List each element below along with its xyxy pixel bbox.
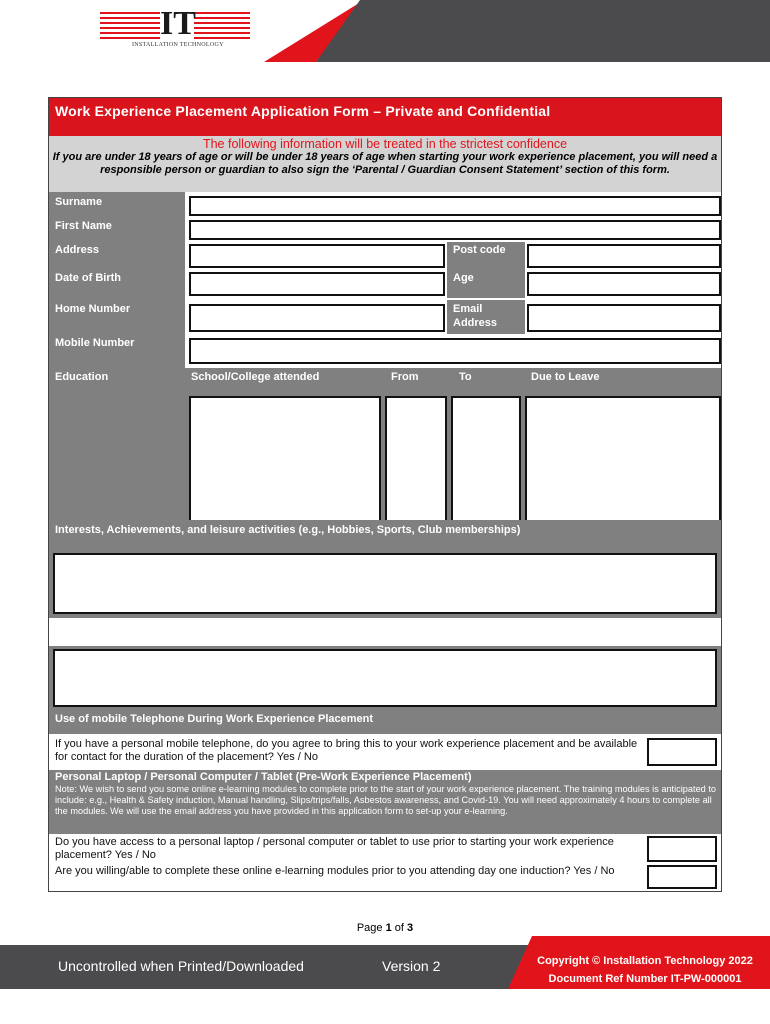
header-dark-band — [316, 0, 770, 62]
mobile-question: If you have a personal mobile telephone, do you agree to bring this to your work experience placement and be available for contact for the duration of the placement? Yes / No — [55, 738, 638, 763]
supplementary-field[interactable] — [53, 649, 717, 707]
home-number-field[interactable] — [189, 304, 445, 332]
interests-field[interactable] — [53, 553, 717, 614]
elearning-answer-field[interactable] — [647, 865, 717, 889]
education-col-to: To — [459, 371, 472, 383]
first-name-label: First Name — [55, 220, 112, 232]
logo-subtitle: INSTALLATION TECHNOLOGY — [132, 42, 224, 48]
form-title: Work Experience Placement Application Form – Private and Confidential — [49, 98, 721, 136]
age-field[interactable] — [527, 272, 721, 296]
age-label: Age — [453, 272, 474, 284]
education-label: Education — [55, 371, 109, 383]
laptop-question: Do you have access to a personal laptop / personal computer or tablet to use prior to starting your work experience placement? Yes / No — [55, 836, 614, 861]
due-to-leave-field[interactable] — [525, 396, 721, 523]
logo-mark: IT — [160, 5, 196, 42]
address-field[interactable] — [189, 244, 445, 268]
email-label-line2: Address — [453, 317, 498, 329]
from-field[interactable] — [385, 396, 447, 523]
label-column — [49, 192, 185, 527]
surname-field[interactable] — [189, 196, 721, 216]
uncontrolled-notice: Uncontrolled when Printed/Downloaded — [58, 958, 304, 974]
surname-label: Surname — [55, 196, 103, 208]
copyright-block — [522, 952, 768, 988]
document-ref: Document Ref Number IT-PW-000001 — [548, 973, 742, 985]
education-col-due: Due to Leave — [531, 371, 600, 383]
page-prefix: Page — [356, 922, 386, 934]
laptop-answer-field[interactable] — [647, 836, 717, 862]
mobile-answer-field[interactable] — [647, 738, 717, 766]
mobile-section-label: Use of mobile Telephone During Work Experience Placement — [55, 713, 374, 725]
laptop-section-label: Personal Laptop / Personal Computer / Tablet (Pre-Work Experience Placement) — [55, 771, 472, 783]
post-code-label: Post code — [453, 244, 506, 256]
notice-text: If you are under 18 years of age or will be under 18 years of age when starting your work experience placement, you will need a responsible person or guardian to also sign the ‘Parental / Guardian Consent Statement’ section of this form. — [52, 151, 718, 176]
elearning-question: Are you willing/able to complete these online e-learning modules prior to you attending day one induction? Yes / No — [55, 865, 615, 877]
dob-field[interactable] — [189, 272, 445, 296]
address-label: Address — [55, 244, 100, 256]
application-form — [48, 97, 722, 892]
laptop-note: Note: We wish to send you some online e-learning modules to complete prior to the start of your work experience placement. The training modules is anticipated to include: e.g., Health & Safety induction, Manual handling, Slips/trips/falls, Asbestos awareness, and Covid-19. You will need approximately 4 hours to complete all the modules. We will use the email address you have provided in this application form to set-up your e-learning. — [55, 784, 716, 816]
email-field[interactable] — [527, 304, 721, 332]
company-logo — [100, 5, 250, 52]
page-number — [0, 922, 770, 934]
confidentiality-notice — [49, 136, 721, 192]
page-total: 3 — [407, 922, 414, 934]
page-of: of — [391, 922, 408, 934]
supplementary-label: Supplementary Information (any information that will be useful to us during your attachment with Installation Technology e.g., medical conditions, allergies, dietary requirements etc.) — [55, 620, 624, 645]
education-col-school: School/College attended — [191, 371, 320, 383]
dob-label: Date of Birth — [55, 272, 121, 284]
page-current: 1 — [385, 922, 392, 934]
first-name-field[interactable] — [189, 220, 721, 240]
interests-label: Interests, Achievements, and leisure activities (e.g., Hobbies, Sports, Club memberships) — [55, 524, 521, 536]
notice-heading: The following information will be treated in the strictest confidence — [202, 137, 568, 151]
home-number-label: Home Number — [55, 303, 131, 315]
mobile-number-field[interactable] — [189, 338, 721, 364]
post-code-field[interactable] — [527, 244, 721, 268]
mobile-number-label: Mobile Number — [55, 337, 135, 349]
education-col-from: From — [391, 371, 419, 383]
email-label-line1: Email — [453, 303, 483, 315]
to-field[interactable] — [451, 396, 521, 523]
page-header — [0, 0, 770, 62]
version-label: Version 2 — [382, 958, 441, 974]
school-field[interactable] — [189, 396, 381, 523]
copyright-text: Copyright © Installation Technology 2022 — [537, 955, 753, 967]
